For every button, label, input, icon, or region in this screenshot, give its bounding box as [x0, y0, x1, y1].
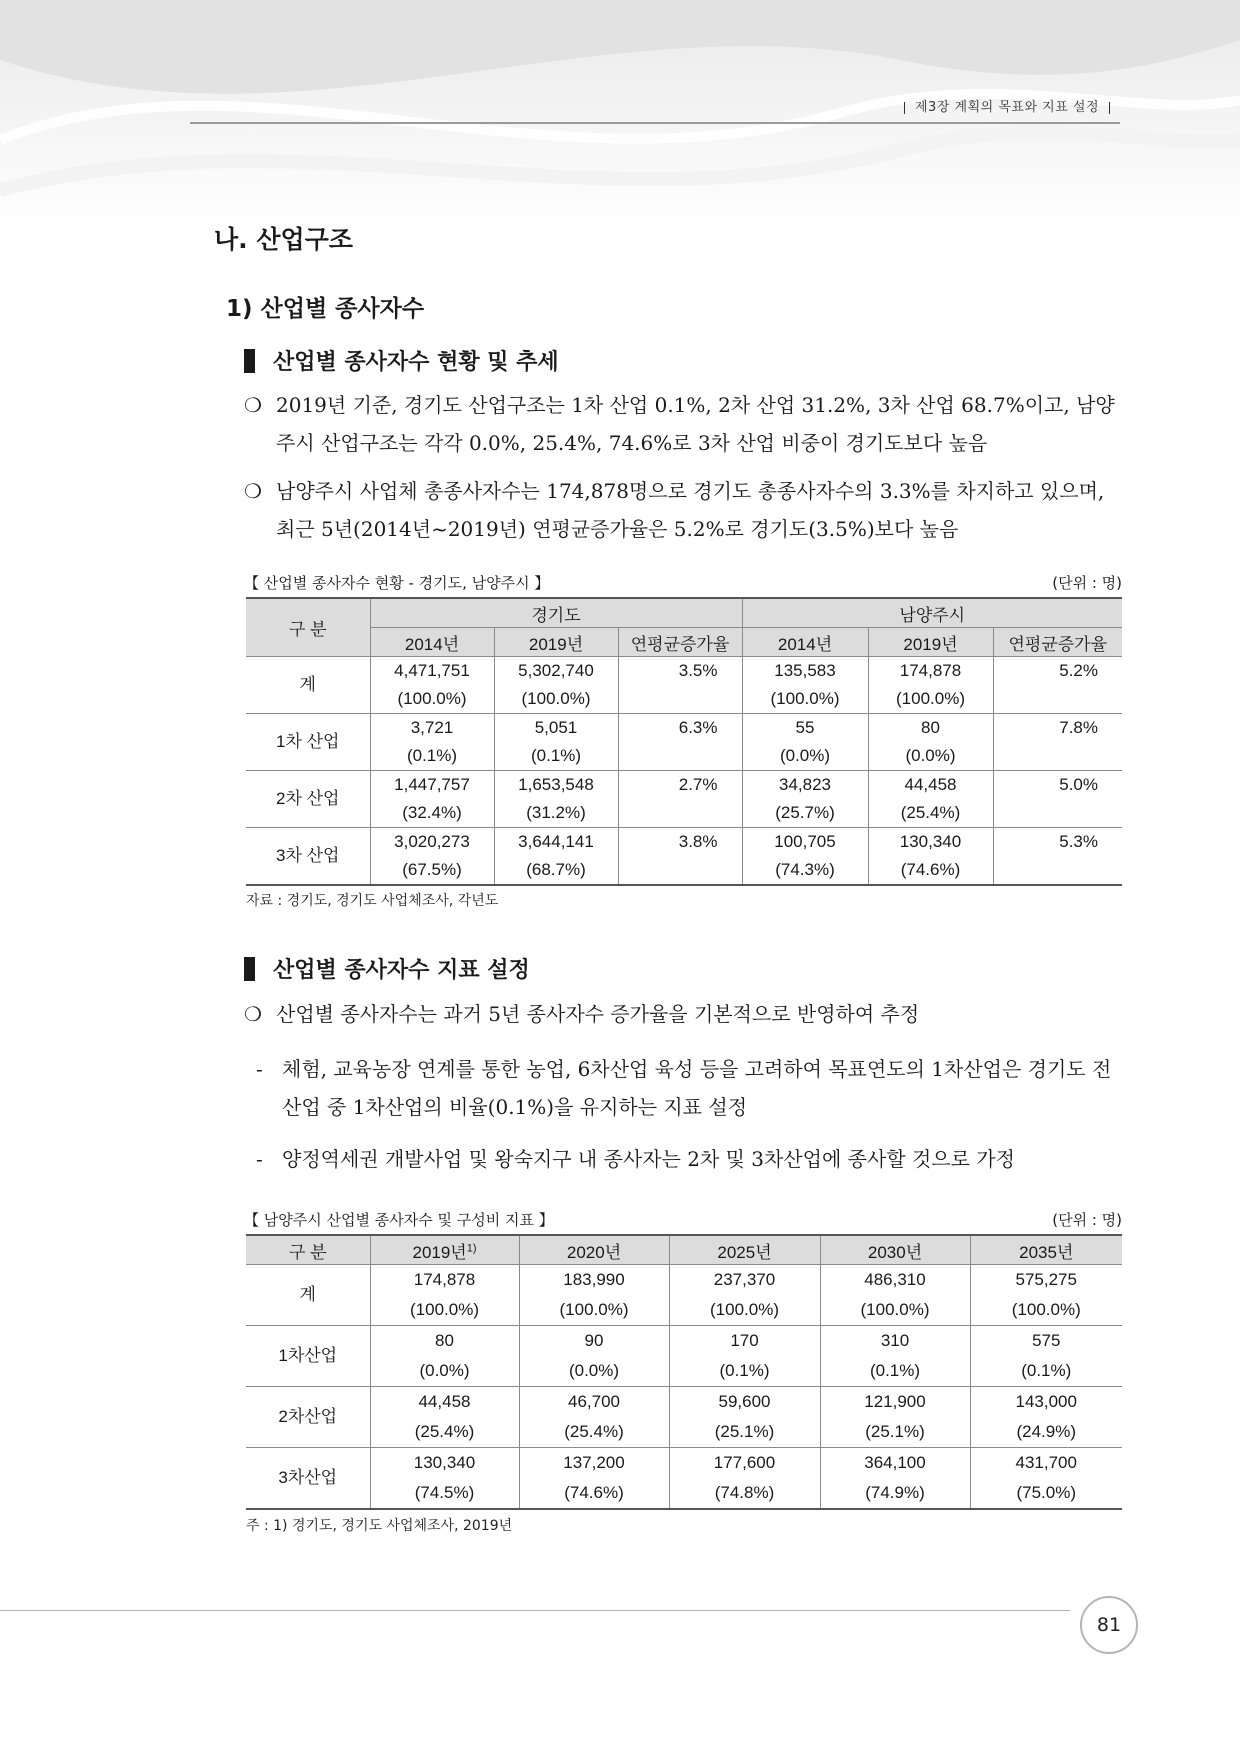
cell-share: (0.0%): [868, 742, 993, 771]
heading-indicator-setting: [244, 953, 530, 984]
table-row-percent: [246, 1417, 1122, 1448]
header-corner: 구 분: [246, 1235, 370, 1265]
row-label: 계: [246, 1265, 370, 1326]
dash-bullet-icon: -: [256, 1057, 263, 1081]
cell-value: 1,653,548: [494, 771, 618, 800]
heading-text: 산업별 종사자수 현황 및 추세: [273, 350, 559, 375]
bullet-paragraph: [244, 995, 1124, 1033]
cell-share: (74.6%): [868, 856, 993, 885]
bullet-paragraph: [244, 472, 1124, 548]
cell-value: 364,100: [820, 1448, 970, 1479]
cell-value: 6.3%: [618, 714, 742, 743]
cell-value: 174,878: [868, 657, 993, 686]
header-background-wave: [0, 0, 1240, 230]
table-row-percent: [246, 742, 1122, 771]
cell-value: 575: [970, 1326, 1122, 1357]
table2-caption: [244, 1209, 1122, 1230]
cell-value: 5,302,740: [494, 657, 618, 686]
header-corner: 구 분: [246, 598, 370, 657]
circle-bullet-icon: ❍: [244, 393, 262, 417]
table-row: [246, 1387, 1122, 1418]
column-header: 2019년: [494, 628, 618, 657]
cell-share: (100.0%): [370, 685, 494, 714]
cell-value: 237,370: [669, 1265, 820, 1296]
cell-share: (25.7%): [742, 799, 868, 828]
cell-value: 486,310: [820, 1265, 970, 1296]
cell-share: (75.0%): [970, 1478, 1122, 1509]
cell-value: 135,583: [742, 657, 868, 686]
cell-value: 100,705: [742, 828, 868, 857]
cell-share: (25.4%): [370, 1417, 519, 1448]
header-rule: [190, 122, 1120, 124]
table-row-percent: [246, 856, 1122, 885]
circle-bullet-icon: ❍: [244, 1002, 262, 1026]
column-header: 연평균증가율: [618, 628, 742, 657]
cell-share: (100.0%): [519, 1295, 669, 1326]
table1-source: 자료 : 경기도, 경기도 사업체조사, 각년도: [246, 893, 499, 909]
bullet-text: 체험, 교육농장 연계를 통한 농업, 6차산업 육성 등을 고려하여 목표연도의 1차산업은 경기도 전산업 중 1차산업의 비율(0.1%)을 유지하는 지표 설정: [282, 1057, 1112, 1119]
cell-value: 170: [669, 1326, 820, 1357]
cell-value: 575,275: [970, 1265, 1122, 1296]
bullet-text: 2019년 기준, 경기도 산업구조는 1차 산업 0.1%, 2차 산업 31.2%, 3차 산업 68.7%이고, 남양주시 산업구조는 각각 0.0%, 25.4%, 74.6%로 3차 산업 비중이 경기도보다 높음: [276, 393, 1115, 455]
table1-title: 【 산업별 종사자수 현황 - 경기도, 남양주시 】: [244, 574, 550, 592]
bullet-paragraph: [244, 386, 1124, 462]
cell-value: 4,471,751: [370, 657, 494, 686]
cell-value: 5.0%: [993, 771, 1122, 800]
cell-share: (0.1%): [820, 1356, 970, 1387]
cell-share: (100.0%): [669, 1295, 820, 1326]
column-header: 2014년: [370, 628, 494, 657]
cell-share: [993, 685, 1122, 714]
table-row: [246, 1265, 1122, 1296]
cell-share: (74.5%): [370, 1478, 519, 1509]
column-header: 2035년: [970, 1235, 1122, 1265]
cell-value: 5,051: [494, 714, 618, 743]
dash-paragraph: [256, 1140, 1124, 1178]
cell-value: 80: [370, 1326, 519, 1357]
column-header: 2030년: [820, 1235, 970, 1265]
column-header: 2014년: [742, 628, 868, 657]
cell-value: 177,600: [669, 1448, 820, 1479]
column-header: 2019년$^{1)}$: [370, 1235, 519, 1265]
header-bar-right: [1109, 102, 1110, 114]
table-row-percent: [246, 1478, 1122, 1509]
subsection-title: 1) 산업별 종사자수: [226, 296, 425, 322]
circle-bullet-icon: ❍: [244, 479, 262, 503]
cell-share: [993, 799, 1122, 828]
cell-share: (0.1%): [669, 1356, 820, 1387]
cell-share: (74.6%): [519, 1478, 669, 1509]
cell-value: 431,700: [970, 1448, 1122, 1479]
cell-share: (32.4%): [370, 799, 494, 828]
table2-unit: (단위 : 명): [1052, 1211, 1122, 1229]
row-label: 2차산업: [246, 1387, 370, 1448]
footnote-marker: 1): [466, 1241, 477, 1254]
bullet-text: 남양주시 사업체 총종사자수는 174,878명으로 경기도 총종사자수의 3.3%를 차지하고 있으며, 최근 5년(2014년~2019년) 연평균증가율은 5.2%로 경기도(3.5%)보다 높음: [276, 479, 1105, 541]
cell-share: (100.0%): [868, 685, 993, 714]
cell-share: (68.7%): [494, 856, 618, 885]
cell-share: (25.1%): [820, 1417, 970, 1448]
heading-block-marker: [244, 957, 255, 981]
cell-value: 121,900: [820, 1387, 970, 1418]
cell-value: 3.5%: [618, 657, 742, 686]
cell-share: (74.3%): [742, 856, 868, 885]
cell-share: (100.0%): [820, 1295, 970, 1326]
cell-share: [618, 799, 742, 828]
cell-share: (0.1%): [970, 1356, 1122, 1387]
cell-value: 1,447,757: [370, 771, 494, 800]
cell-value: 310: [820, 1326, 970, 1357]
running-header: [894, 96, 1120, 115]
cell-value: 174,878: [370, 1265, 519, 1296]
cell-share: (0.0%): [519, 1356, 669, 1387]
row-label: 계: [246, 657, 370, 714]
table-row-percent: [246, 1295, 1122, 1326]
cell-share: (100.0%): [970, 1295, 1122, 1326]
cell-value: 3,644,141: [494, 828, 618, 857]
footer-rule: [0, 1610, 1070, 1611]
header-bar-left: [904, 102, 905, 114]
table-row: [246, 1326, 1122, 1357]
cell-share: (67.5%): [370, 856, 494, 885]
cell-share: (0.0%): [742, 742, 868, 771]
cell-share: [618, 685, 742, 714]
dash-bullet-icon: -: [256, 1147, 263, 1171]
table2-title: 【 남양주시 산업별 종사자수 및 구성비 지표 】: [244, 1211, 554, 1229]
column-header: 연평균증가율: [993, 628, 1122, 657]
cell-value: 80: [868, 714, 993, 743]
cell-value: 3,721: [370, 714, 494, 743]
cell-value: 3.8%: [618, 828, 742, 857]
row-label: 1차산업: [246, 1326, 370, 1387]
table-row-percent: [246, 1356, 1122, 1387]
heading-current-status: [244, 345, 559, 376]
cell-value: 59,600: [669, 1387, 820, 1418]
chapter-title: 제3장 계획의 목표와 지표 설정: [915, 100, 1099, 115]
cell-share: (100.0%): [742, 685, 868, 714]
dash-paragraph: [256, 1050, 1124, 1126]
cell-share: (31.2%): [494, 799, 618, 828]
cell-value: 46,700: [519, 1387, 669, 1418]
row-label: 2차 산업: [246, 771, 370, 828]
cell-share: (25.4%): [519, 1417, 669, 1448]
cell-share: (74.8%): [669, 1478, 820, 1509]
employment-status-table: [246, 597, 1122, 886]
cell-share: (0.0%): [370, 1356, 519, 1387]
table-row: [246, 828, 1122, 857]
table-row-percent: [246, 799, 1122, 828]
table-row: [246, 1448, 1122, 1479]
column-header: 2025년: [669, 1235, 820, 1265]
cell-value: 137,200: [519, 1448, 669, 1479]
cell-share: (0.1%): [370, 742, 494, 771]
table-row: [246, 714, 1122, 743]
table-row: [246, 771, 1122, 800]
table2-note: 주 : 1) 경기도, 경기도 사업체조사, 2019년: [246, 1518, 513, 1534]
group-header-gyeonggi: 경기도: [370, 598, 742, 628]
cell-share: [993, 742, 1122, 771]
cell-share: (25.1%): [669, 1417, 820, 1448]
bullet-text: 산업별 종사자수는 과거 5년 종사자수 증가율을 기본적으로 반영하여 추정: [276, 1002, 920, 1026]
cell-value: 7.8%: [993, 714, 1122, 743]
cell-share: [618, 856, 742, 885]
cell-value: 44,458: [868, 771, 993, 800]
employment-indicator-table: [246, 1234, 1122, 1510]
cell-value: 3,020,273: [370, 828, 494, 857]
cell-value: 130,340: [370, 1448, 519, 1479]
cell-value: 130,340: [868, 828, 993, 857]
cell-value: 44,458: [370, 1387, 519, 1418]
table-row-percent: [246, 685, 1122, 714]
group-header-namyangju: 남양주시: [742, 598, 1122, 628]
cell-value: 34,823: [742, 771, 868, 800]
row-label: 3차산업: [246, 1448, 370, 1510]
cell-value: 143,000: [970, 1387, 1122, 1418]
cell-share: (74.9%): [820, 1478, 970, 1509]
table1-unit: (단위 : 명): [1052, 574, 1122, 592]
cell-value: 55: [742, 714, 868, 743]
cell-share: (25.4%): [868, 799, 993, 828]
cell-share: (24.9%): [970, 1417, 1122, 1448]
cell-value: 5.2%: [993, 657, 1122, 686]
cell-share: [618, 742, 742, 771]
section-title: 나. 산업구조: [214, 225, 353, 254]
cell-value: 183,990: [519, 1265, 669, 1296]
cell-share: [993, 856, 1122, 885]
row-label: 1차 산업: [246, 714, 370, 771]
page-number: 81: [1080, 1596, 1138, 1654]
bullet-text: 양정역세권 개발사업 및 왕숙지구 내 종사자는 2차 및 3차산업에 종사할 것으로 가정: [282, 1147, 1015, 1171]
column-header: 2020년: [519, 1235, 669, 1265]
table-row: [246, 657, 1122, 686]
cell-value: 2.7%: [618, 771, 742, 800]
cell-share: (0.1%): [494, 742, 618, 771]
cell-value: 5.3%: [993, 828, 1122, 857]
heading-text: 산업별 종사자수 지표 설정: [273, 958, 530, 983]
heading-block-marker: [244, 349, 255, 373]
row-label: 3차 산업: [246, 828, 370, 886]
table1-caption: [244, 572, 1122, 593]
column-header: 2019년: [868, 628, 993, 657]
cell-value: 90: [519, 1326, 669, 1357]
cell-share: (100.0%): [494, 685, 618, 714]
cell-share: (100.0%): [370, 1295, 519, 1326]
